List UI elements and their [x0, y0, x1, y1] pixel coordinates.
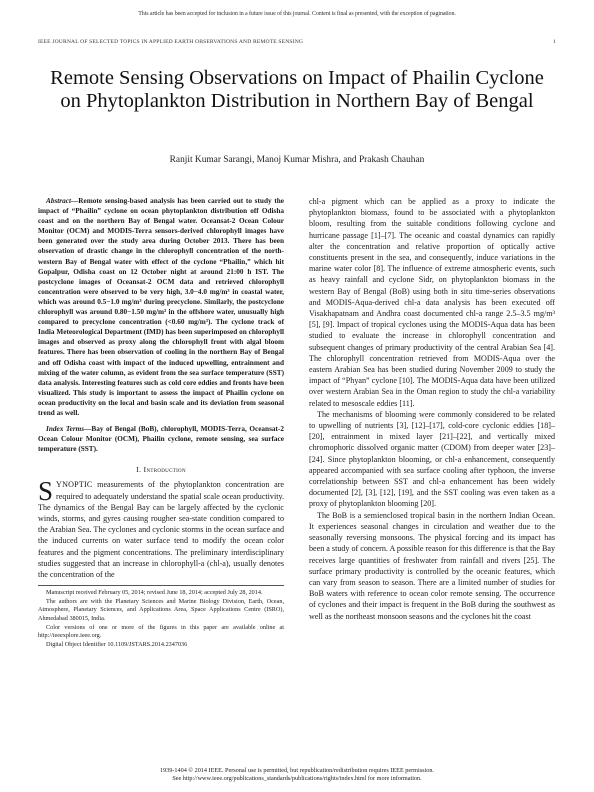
journal-name: IEEE JOURNAL OF SELECTED TOPICS IN APPLIED EARTH OBSERVATIONS AND REMOTE SENSING	[38, 39, 304, 45]
abstract	[38, 196, 284, 418]
footnote-doi: Digital Object Identifier 10.1109/JSTARS.2014.2347036	[46, 640, 188, 648]
right-column	[309, 196, 555, 622]
footnote-divider	[38, 585, 284, 586]
index-terms	[38, 424, 284, 454]
intro-text: measurements of the phytoplankton concentration are required to adequately understand the spatial scale ocean productivity. The dynamics of the Bengal Bay can be largely affected by the cyclonic winds, storms, and gyres causing rougher sea-state condition compared to the Arabian Sea. The cyclones and cyclonic storms in the ocean surface and the induced currents on water surface tend to modify the ocean color features and the pigment concentrations. The preliminary interdisciplinary studies suggested that an increase in chlorophyll-a (chl-a), usually denotes the concentration of the	[38, 480, 285, 579]
index-terms-text: Bay of Bengal (BoB), chlorophyll, MODIS-Terra, Oceansat-2 Ocean Colour Monitor (OCM), Phailin cyclone, remote sensing, sea surface temperature (SST).	[38, 425, 284, 454]
left-column	[38, 196, 284, 649]
section-title: Introduction	[143, 465, 186, 475]
permissions-link[interactable]: See http://www.ieee.org/publications_standards/publications/rights/index.html for more information.	[172, 775, 422, 783]
abstract-text: Remote sensing-based analysis has been carried out to study the impact of “Phailin” cyclone on ocean phytoplankton distribution off Odisha coast and on the northern Bay of Bengal water. Oceansat-2 Ocean Colour Monitor (OCM) and MODIS-Terra sensors-derived chlorophyll images have been generated over the study area during October 2013. There has been observation of drastic change in the chlorophyll concentration of the north-western Bay of Bengal water with effect of the cyclone “Phailin,” which hit Gopalpur, Odisha coast on 12 October night at around 21:00 h IST. The postcyclone images of Oceansat-2 OCM data and retrieved chlorophyll concentration were observed to be very high, 3.0−4.0 mg/m³ in coastal water, which was around 0.5−1.0 mg/m³ during precyclone. Similarly, the postcyclone chlorophyll was around 0.80−1.50 mg/m³ in the offshore water, unusually high compared to precyclone concentration (<0.60 mg/m³). The cyclone track of India Meteorological Department (IMD) has been superimposed on chlorophyll images and observed as proxy along the chlorophyll front with algal bloom features. There has been observation of cooling in the northern Bay of Bengal and off Odisha coast with impact of the induced upwelling, entrainment and mixing of the water column, as evident from the sea surface temperature (SST) data analysis. Interesting features such as cold core eddies and fronts have been visualized. This study is important to assess the impact of Phailin cyclone on ocean productivity on the local and basin scale and its deviation from seasonal trend as well.	[38, 197, 284, 417]
copyright-footer	[40, 767, 554, 784]
body-paragraph: The mechanisms of blooming were commonly considered to be related to upwelling of nutrients [3], [12]–[17], cold-core cyclonic eddies [18]–[20], entrainment in mixed layer [21]–[22], and vertically mixed chromophoric dissolved organic matter (CDOM) from deeper water [23]–[24]. Since phytoplankton blooming, or chl-a enhancement, consequently appeared accompanied with sea surface cooling after typhoon, the inverse correlationship between SST and chl-a enhancement has been widely documented [2], [3], [12], [19], and the SST cooling was even taken as a proxy of phytoplankton blooming [20].	[309, 409, 555, 509]
body-paragraph: The BoB is a semienclosed tropical basin in the northern Indian Ocean. It experiences seasonal changes in circulation and weather due to the seasonally reversing monsoons. The physical forcing and its impact has been a study of concern. A possible reason for this difference is that the Bay receives large quantities of freshwater from rainfall and rivers [25]. The surface primary productivity is controlled by the oceanic features, which can vary from season to season. There are a limited number of studies for BoB waters with reference to ocean color remote sensing. The occurrence of cyclones and their impact is frequent in the BoB during the southwest as well as the northeast monsoon seasons and the cyclones hit the coast	[309, 510, 555, 621]
body-paragraph: chl-a pigment which can be applied as a proxy to indicate the phytoplankton biomass, found to be associated with a phytoplankton bloom, resulting from the suitable conditions following cyclone and hurricane passage [1]–[7]. The oceanic and coastal dynamics can rapidly alter the concentration and relative proportion of optically active constituents present in the sea, and consequently, induce variations in the marine water color [8]. The influence of extreme atmospheric events, such as heavy rainfall and cyclone Sidr, on phytoplankton biomass in the western Bay of Bengal (BoB) using both in situ time-series observations and MODIS-Aqua-derived chl-a data analysis has been executed off Visakhapatnam and Andhra coast documented chl-a range 2.5–3.5 mg/m³ [5], [9]. Impact of tropical cyclones using the MODIS-Aqua data has been studied to evaluate the increase in chlorophyll concentration and subsequent changes of primary productivity of the central Arabian Sea [4]. The chlorophyll concentration retrieved from MODIS-Aqua over the eastern Arabian Sea has been studied during November 2009 to study the impact of “Phyan” cyclone [10]. The MODIS-Aqua data have been utilized over western Arabian Sea in the Oman region to study the chl-a variability related to mesoscale eddies [11].	[309, 197, 555, 408]
intro-first-word: YNOPTIC	[56, 480, 93, 490]
index-terms-label: Index Terms—	[46, 425, 92, 434]
section-heading	[38, 465, 284, 474]
footnote-affiliation: The authors are with the Planetary Sciences and Marine Biology Division, Earth, Ocean, Atmosphere, Planetary Sciences, and Applications Area, Space Applications Centre (ISRO), Ahmedabad 380015, India.	[38, 597, 284, 622]
author-list: Ranjit Kumar Sarangi, Manoj Kumar Mishra, and Prakash Chauhan	[169, 155, 425, 165]
intro-paragraph	[38, 476, 285, 580]
section-number: I.	[136, 465, 142, 475]
copyright-line: 1939-1404 © 2014 IEEE. Personal use is permitted, but republication/redistribution requires IEEE permission.	[160, 767, 434, 774]
paper-title: Remote Sensing Observations on Impact of Phailin Cyclone on Phytoplankton Distribution in Northern Bay of Bengal	[50, 67, 544, 112]
footnote-color-figures: Color versions of one or more of the figures in this paper are available online at http://ieeexplore.ieee.org.	[38, 623, 284, 640]
page-number: 1	[553, 39, 556, 45]
abstract-label: Abstract—	[46, 197, 79, 205]
drop-cap: S	[38, 476, 54, 507]
acceptance-notice: This article has been accepted for inclusion in a future issue of this journal. Content is final as presented, with the exception of pagination.	[138, 11, 456, 17]
footnote-manuscript: Manuscript received February 05, 2014; revised June 18, 2014; accepted July 28, 2014.	[46, 589, 263, 597]
running-header	[38, 39, 556, 45]
